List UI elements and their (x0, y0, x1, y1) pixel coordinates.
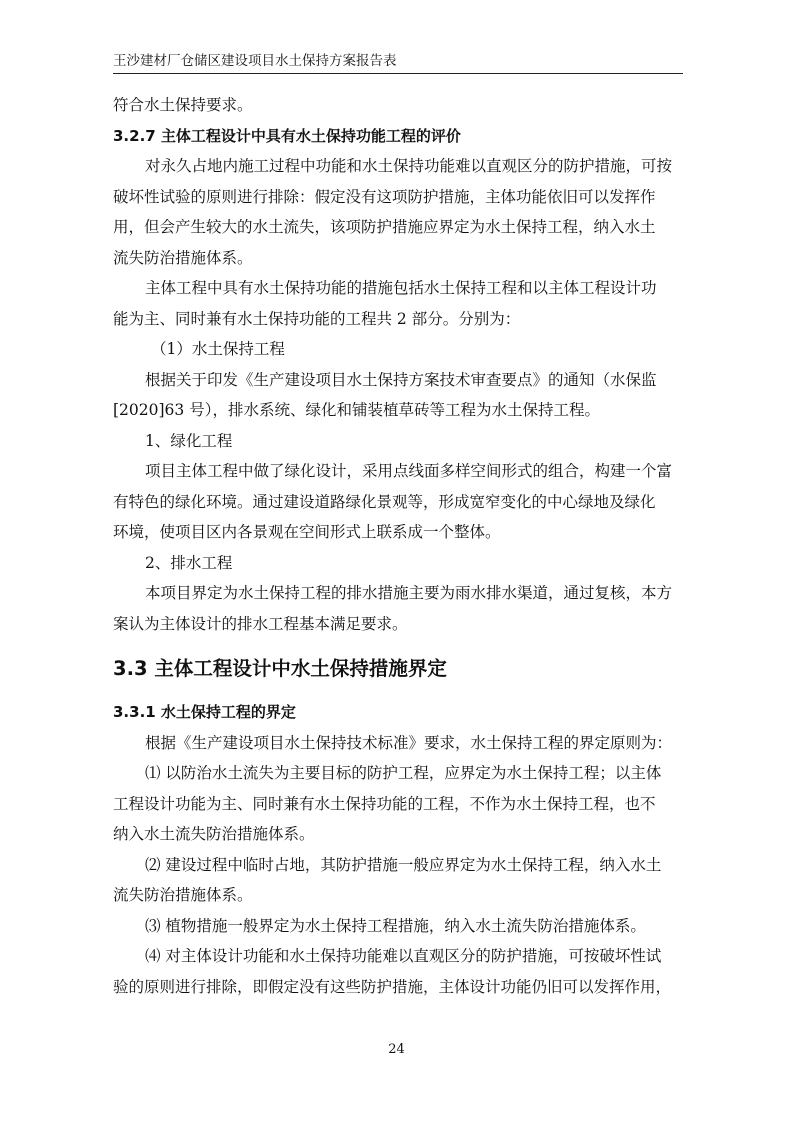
paragraph-line: ⑷ 对主体设计功能和水土保持功能难以直观区分的防护措施，可按破坏性试 (145, 947, 662, 965)
paragraph-line: 破坏性试验的原则进行排除：假定没有这项防护措施，主体功能依旧可以发挥作 (113, 187, 656, 206)
paragraph-line: 根据《生产建设项目水土保持技术标准》要求，水土保持工程的界定原则为： (145, 733, 673, 752)
paragraph-line: 有特色的绿化环境。通过建设道路绿化景观等，形成宽窄变化的中心绿地及绿化 (113, 492, 656, 511)
paragraph-line: ⑴ 以防治水土流失为主要目标的防护工程，应界定为水土保持工程；以主体 (145, 764, 662, 782)
paragraph-line: 对永久占地内施工过程中功能和水土保持功能难以直观区分的防护措施，可按 (145, 157, 673, 175)
paragraph-line: 案认为主体设计的排水工程基本满足要求。 (113, 614, 408, 633)
paragraph-line: 工程设计功能为主、同时兼有水土保持功能的工程，不作为水土保持工程，也不 (113, 794, 656, 813)
section-heading-3-3: 3.3 主体工程设计中水土保持措施界定 (113, 657, 447, 680)
paragraph-line: 验的原则进行排除，即假定没有这些防护措施，主体设计功能仍旧可以发挥作用， (113, 977, 672, 996)
header-rule (113, 73, 683, 74)
paragraph-line: 项目主体工程中做了绿化设计，采用点线面多样空间形式的组合，构建一个富 (145, 462, 673, 480)
list-heading: 1、绿化工程 (145, 431, 233, 450)
paragraph-line: 能为主、同时兼有水土保持功能的工程共 2 部分。分别为： (113, 309, 521, 328)
paragraph-line: 用，但会产生较大的水土流失，该项防护措施应界定为水土保持工程，纳入水土 (113, 218, 656, 236)
page-number: 24 (388, 1042, 405, 1057)
paragraph-line: 环境，使项目区内各景观在空间形式上联系成一个整体。 (113, 523, 501, 541)
section-heading-3-2-7: 3.2.7 主体工程设计中具有水土保持功能工程的评价 (113, 126, 461, 145)
document-body (113, 90, 683, 1002)
paragraph-line: 根据关于印发《生产建设项目水土保持方案技术审查要点》的通知（水保监 (145, 370, 657, 389)
paragraph-line: ⑵ 建设过程中临时占地，其防护措施一般应界定为水土保持工程，纳入水土 (145, 855, 662, 874)
paragraph-line: 流失防治措施体系。 (113, 248, 253, 267)
paragraph-line: 主体工程中具有水土保持功能的措施包括水土保持工程和以主体工程设计功 (145, 279, 657, 297)
paragraph-line: ⑶ 植物措施一般界定为水土保持工程措施，纳入水土流失防治措施体系。 (145, 916, 646, 935)
paragraph-line: 符合水土保持要求。 (113, 96, 253, 114)
list-heading: 2、排水工程 (145, 553, 233, 572)
paragraph-line: 流失防治措施体系。 (113, 886, 253, 904)
paragraph-line: [2020]63 号），排水系统、绿化和铺装植草砖等工程为水土保持工程。 (113, 401, 600, 419)
paragraph-line: 本项目界定为水土保持工程的排水措施主要为雨水排水渠道，通过复核，本方 (145, 584, 673, 602)
page-header: 王沙建材厂仓储区建设项目水土保持方案报告表 (113, 53, 397, 69)
paragraph-line: 纳入水土流失防治措施体系。 (113, 825, 315, 843)
list-heading: （1）水土保持工程 (151, 340, 285, 358)
section-heading-3-3-1: 3.3.1 水土保持工程的界定 (113, 703, 296, 721)
